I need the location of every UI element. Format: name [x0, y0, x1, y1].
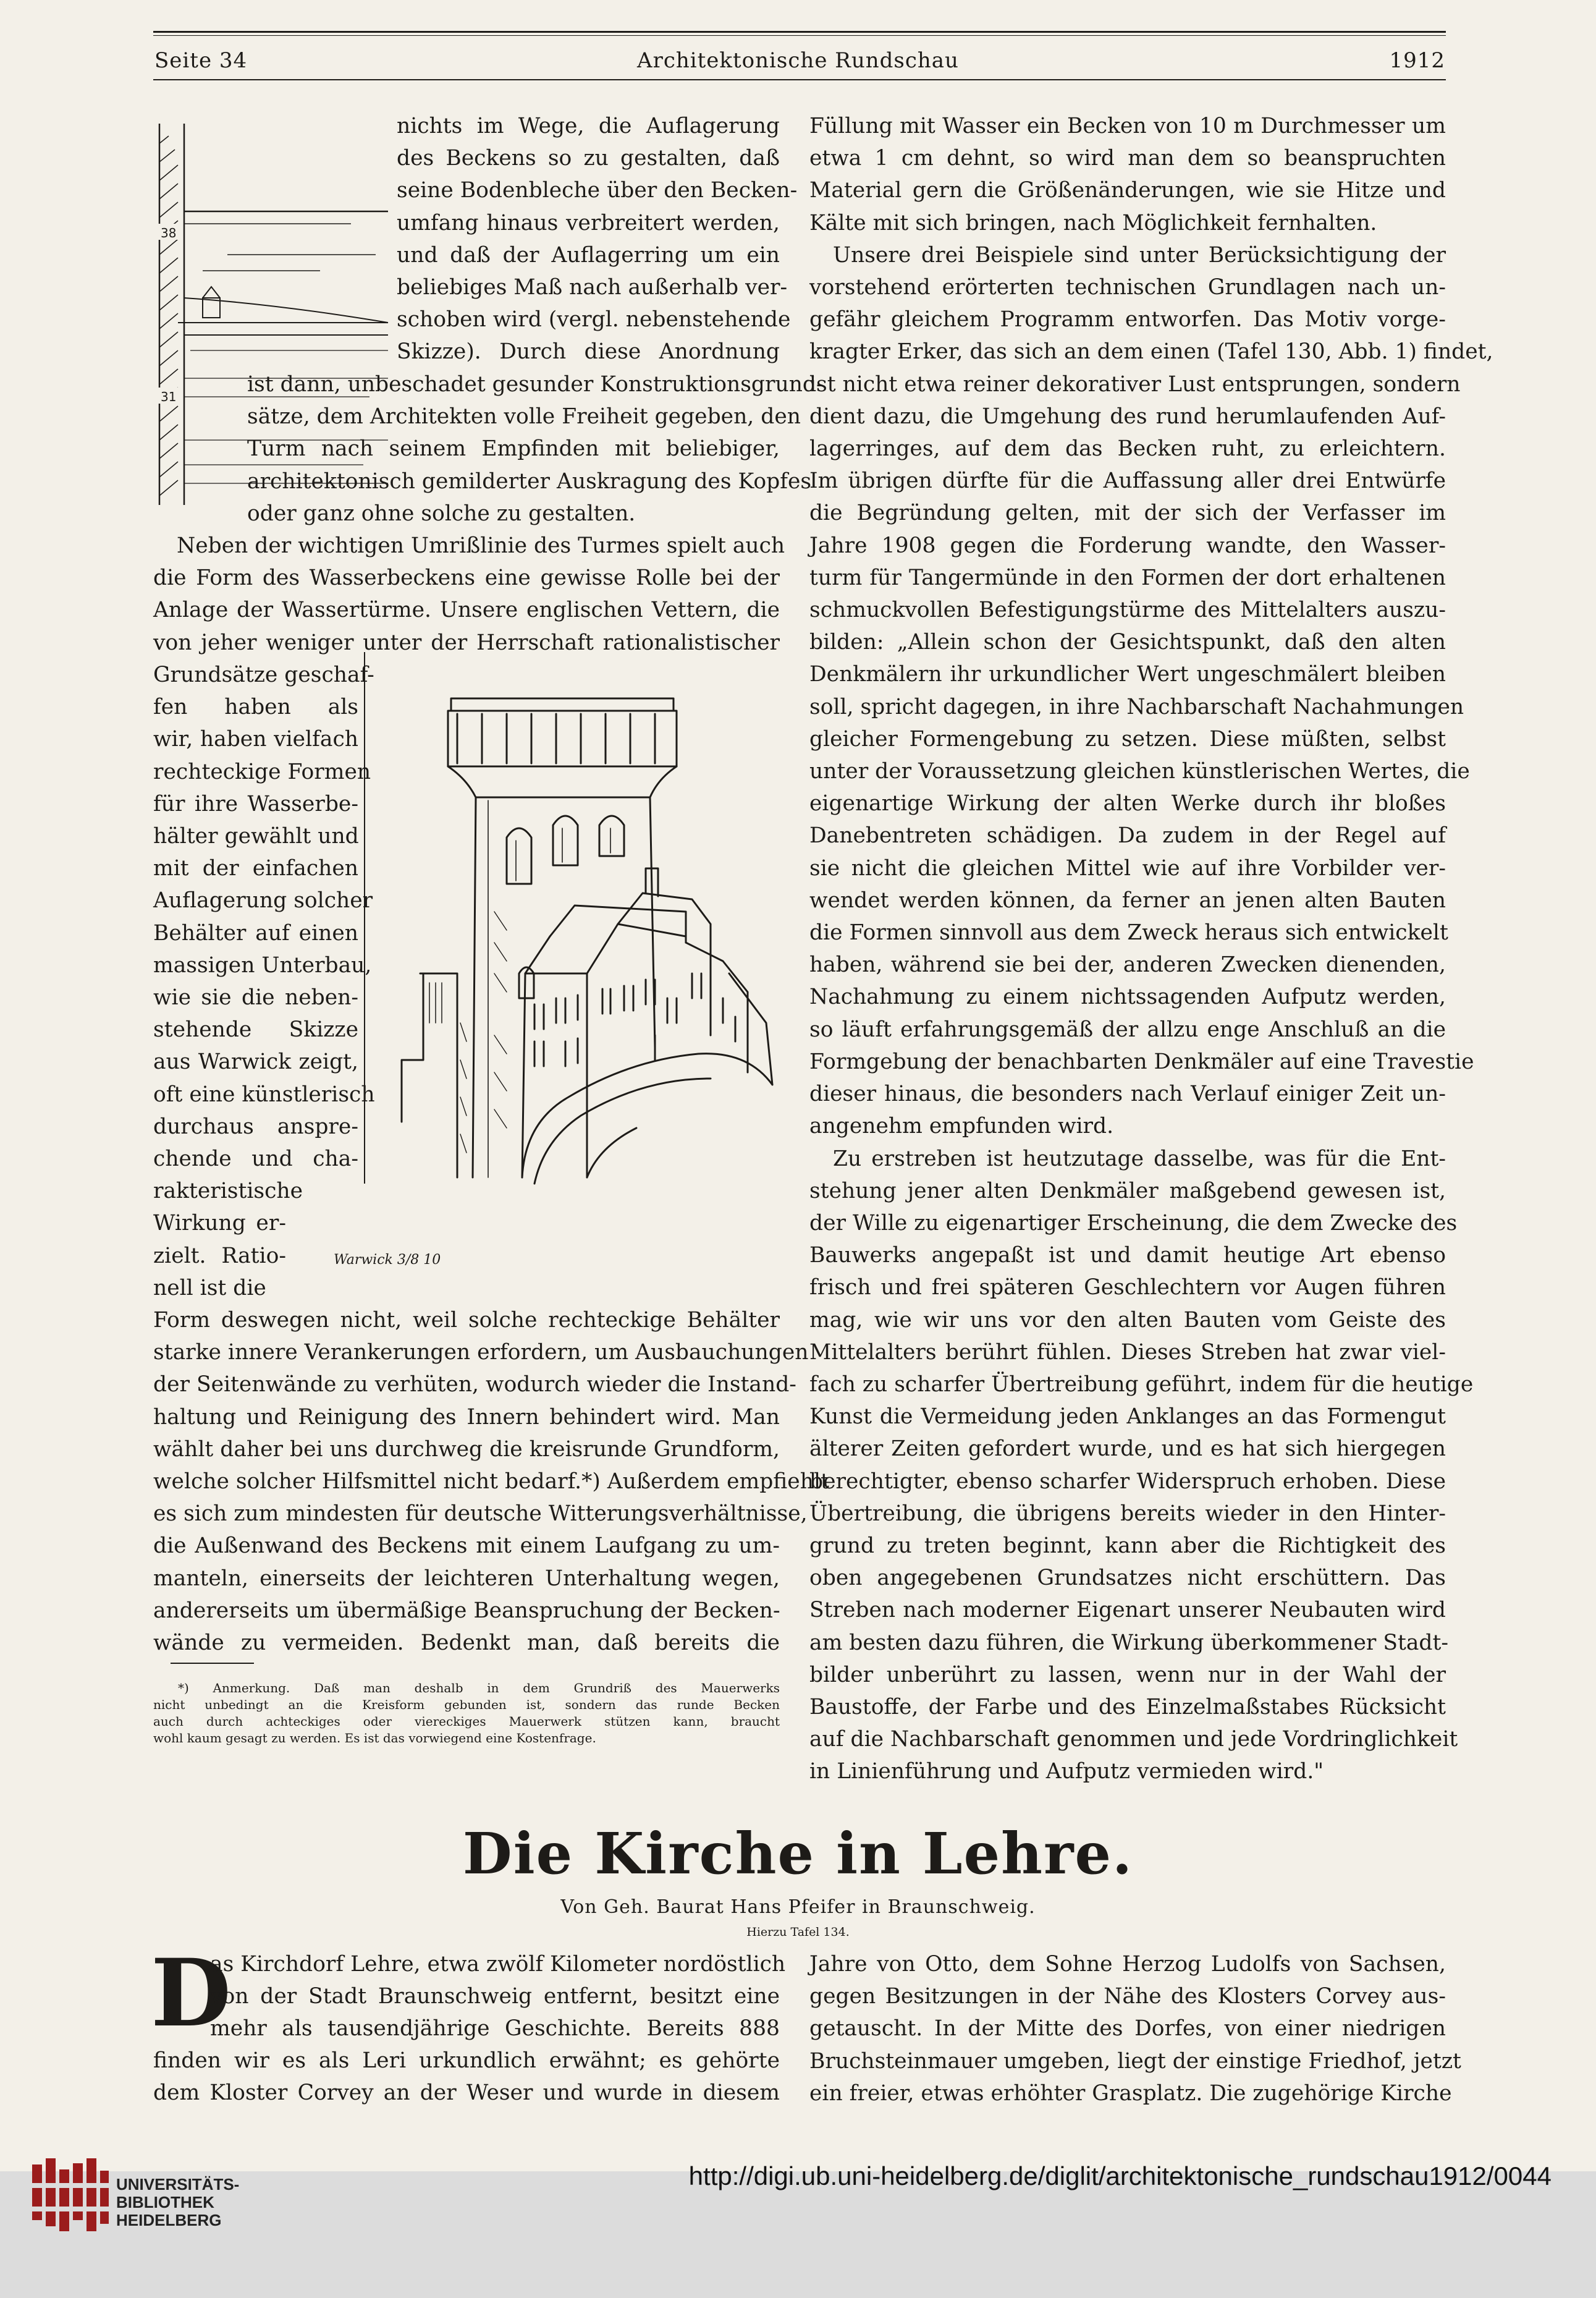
col1-top-block [397, 110, 798, 368]
text-line: berechtigter, ebenso scharfer Widerspruch erhoben. Diese [809, 1469, 1446, 1494]
article-title: Die Kirche in Lehre. [462, 1820, 1134, 1887]
text-line: dieser hinaus, die besonders nach Verlauf einiger Zeit un- [809, 1082, 1446, 1107]
drop-cap: D [151, 1939, 232, 2048]
text-line: der Wille zu eigenartiger Erscheinung, die dem Zwecke des [809, 1210, 1458, 1236]
footnote-line: wohl kaum gesagt zu werden. Es ist das vorwiegend eine Kostenfrage. [153, 1731, 596, 1745]
text-line: Kälte mit sich bringen, nach Möglichkeit fernhalten. [809, 210, 1377, 235]
text-line: seine Bodenbleche über den Becken- [397, 178, 798, 203]
footnote-line: *) Anmerkung. Daß man deshalb in dem Grundriß des Mauerwerks [178, 1681, 780, 1695]
text-line: Mittelalters berührt fühlen. Dieses Streben hat zwar viel- [809, 1339, 1446, 1365]
text-line: as Kirchdorf Lehre, etwa zwölf Kilometer nordöstlich [210, 1952, 786, 1977]
text-line: Nachahmung zu einem nichtssagenden Aufputz werden, [809, 985, 1446, 1010]
footnote-line: auch durch achteckiges oder viereckiges Mauerwerk stützen kann, braucht [153, 1714, 780, 1729]
text-line: stehung jener alten Denkmäler maßgebend gewesen ist, [809, 1178, 1446, 1203]
text-line: Danebentreten schädigen. Da zudem in der Regel auf [809, 823, 1446, 849]
text-line: mag, wie wir uns vor den alten Bauten vom Geiste des [809, 1307, 1446, 1333]
text-line: starke innere Verankerungen erfordern, um Ausbauchungen [153, 1340, 809, 1365]
text-line: welche solcher Hilfsmittel nicht bedarf.*) Außerdem empfiehlt [153, 1469, 829, 1495]
text-line: getauscht. In der Mitte des Dorfes, von einer niedrigen [809, 2016, 1446, 2041]
text-line: die Formen sinnvoll aus dem Zweck heraus sich entwickelt [809, 920, 1448, 946]
text-line: Übertreibung, die übrigens bereits wieder in den Hinter- [809, 1501, 1446, 1526]
library-logo-icon [31, 2158, 111, 2239]
text-line: sie nicht die gleichen Mittel wie auf ihre Vorbilder ver- [809, 855, 1446, 881]
text-line: Jahre von Otto, dem Sohne Herzog Ludolfs von Sachsen, [809, 1952, 1446, 1977]
text-line: Skizze). Durch diese Anordnung [397, 339, 780, 365]
text-line: wie sie die neben- [153, 985, 358, 1011]
header-rule-top [153, 31, 1446, 33]
text-line: unter der Voraussetzung gleichen künstlerischen Wertes, die [809, 759, 1470, 784]
text-line: etwa 1 cm dehnt, so wird man dem so beanspruchten [809, 146, 1446, 171]
text-line: schmuckvollen Befestigungstürme des Mittelalters auszu- [809, 598, 1446, 623]
text-line: finden wir es als Leri urkundlich erwähnt; es gehörte [153, 2048, 780, 2073]
text-line: wendet werden können, da ferner an jenen alten Bauten [809, 888, 1446, 913]
sketch-label-38: 38 [161, 226, 177, 240]
footnote-line: nicht unbedingt an die Kreisform gebunden ist, sondern das runde Becken [153, 1697, 780, 1712]
article-left-lines [153, 2045, 780, 2109]
text-line: Bauwerks angepaßt ist und damit heutige Art ebenso [809, 1243, 1446, 1268]
text-line: Formgebung der benachbarten Denkmäler auf eine Travestie [809, 1049, 1474, 1074]
text-line: für ihre Wasserbe- [153, 791, 358, 816]
text-line: aus Warwick zeigt, [153, 1049, 358, 1075]
text-line: dient dazu, die Umgehung des rund herumlaufenden Auf- [809, 404, 1446, 429]
text-line: lagerringes, auf dem das Becken ruht, zu erleichtern. [809, 436, 1446, 462]
library-name-line-1: UNIVERSITÄTS- [116, 2175, 240, 2194]
text-line: fen haben als [153, 695, 358, 720]
text-line: andererseits um übermäßige Beanspruchung der Becken- [153, 1598, 780, 1623]
footnote-rule [171, 1663, 254, 1664]
text-line: frisch und frei späteren Geschlechtern vor Augen führen [809, 1275, 1446, 1300]
text-line: durchaus anspre- [153, 1114, 358, 1139]
text-line: haben, während sie bei der, anderen Zwecken dienenden, [809, 952, 1446, 978]
text-line: fach zu scharfer Übertreibung geführt, indem für die heutige [809, 1372, 1474, 1397]
text-line: Kunst die Vermeidung jeden Anklanges an das Formengut [809, 1404, 1446, 1430]
text-line: turm für Tangermünde in den Formen der dort erhaltenen [809, 565, 1446, 590]
header-rule-top-thin [153, 35, 1446, 36]
text-line: zielt. Ratio- [153, 1243, 286, 1268]
text-line: ist nicht etwa reiner dekorativer Lust entsprungen, sondern [809, 371, 1461, 397]
text-line: Auflagerung solcher [153, 888, 373, 914]
text-line: und daß der Auflagerring um ein [397, 242, 780, 268]
text-line: oder ganz ohne solche zu gestalten. [247, 501, 636, 526]
article-plate-note: Hierzu Tafel 134. [746, 1925, 850, 1939]
col2 [809, 110, 1493, 1788]
text-line: massigen Unterbau, [153, 952, 372, 978]
text-line: so läuft erfahrungsgemäß der allzu enge Anschluß an die [809, 1017, 1446, 1042]
text-line: wählt daher bei uns durchweg die kreisrunde Grundform, [153, 1436, 780, 1462]
text-line: beliebiges Maß nach außerhalb ver- [397, 275, 788, 300]
text-line: Anlage der Wassertürme. Unsere englischen Vettern, die [153, 598, 780, 623]
text-line: des Beckens so zu gestalten, daß [397, 146, 780, 171]
text-line: architektonisch gemilderter Auskragung des Kopfes [247, 469, 812, 494]
text-line: Baustoffe, der Farbe und des Einzelmaßstabes Rücksicht [809, 1694, 1446, 1719]
col1-narrow-block [153, 659, 375, 1304]
col1-mid-block [247, 368, 824, 530]
text-line: bilden: „Allein schon der Gesichtspunkt, daß den alten [809, 630, 1446, 655]
text-line: soll, spricht dagegen, in ihre Nachbarschaft Nachahmungen [809, 694, 1464, 719]
text-line: Behälter auf einen [153, 920, 358, 946]
text-line: Neben der wichtigen Umrißlinie des Turmes spielt auch [177, 533, 785, 558]
text-line: mehr als tausendjährige Geschichte. Bereits 888 [210, 2016, 780, 2041]
text-line: der Seitenwände zu verhüten, wodurch wieder die Instand- [153, 1372, 796, 1397]
text-line: ein freier, etwas erhöhter Grasplatz. Die zugehörige Kirche [809, 2080, 1452, 2106]
header-rule-bottom [153, 79, 1446, 80]
running-head-page: Seite 34 [154, 48, 248, 73]
text-line: nell ist die [153, 1275, 266, 1300]
text-line: mit der einfachen [153, 856, 358, 881]
text-line: Bruchsteinmauer umgeben, liegt der einstige Friedhof, jetzt [809, 2048, 1461, 2074]
article-right-lines [809, 1948, 1461, 2109]
text-line: Form deswegen nicht, weil solche rechteckige Behälter [153, 1308, 780, 1333]
library-name-line-2: BIBLIOTHEK [116, 2193, 214, 2211]
text-line: Turm nach seinem Empfinden mit beliebiger, [247, 436, 780, 462]
text-line: rechteckige Formen [153, 759, 371, 784]
text-line: am besten dazu führen, die Wirkung überkommener Stadt- [809, 1630, 1448, 1655]
text-line: angenehm empfunden wird. [809, 1114, 1114, 1139]
text-line: oft eine künstlerisch [153, 1082, 375, 1107]
running-head-title: Architektonische Rundschau [637, 48, 959, 73]
text-line: es sich zum mindesten für deutsche Witterungsverhältnisse, [153, 1501, 808, 1527]
text-line: gleicher Formengebung zu setzen. Diese müßten, selbst [809, 726, 1446, 752]
text-line: Denkmälern ihr urkundlicher Wert ungeschmälert bleiben [809, 662, 1446, 687]
text-line: die Außenwand des Beckens mit einem Laufgang zu um- [153, 1533, 780, 1559]
library-logo [31, 2158, 111, 2239]
text-line: von der Stadt Braunschweig entfernt, besitzt eine [210, 1984, 780, 2009]
text-line: bilder unberührt zu lassen, wenn nur in der Wahl der [809, 1662, 1446, 1687]
text-line: hälter gewählt und [153, 824, 359, 849]
text-line: Streben nach moderner Eigenart unserer Neubauten wird [809, 1598, 1446, 1623]
text-line: Wirkung er- [153, 1211, 286, 1236]
col1-bottom-block [153, 1304, 829, 1659]
article-byline: Von Geh. Baurat Hans Pfeifer in Braunschweig. [560, 1896, 1036, 1918]
col1-para2 [153, 530, 785, 659]
sketch-label-31: 31 [161, 389, 177, 404]
text-line: haltung und Reinigung des Innern behindert wird. Man [153, 1404, 780, 1430]
article-left-dropcap-lines [210, 1948, 786, 2045]
text-line: Zu erstreben ist heutzutage dasselbe, was für die Ent- [833, 1146, 1446, 1171]
text-line: oben angegebenen Grundsatzes nicht erschüttern. Das [809, 1566, 1446, 1591]
sketch-signature: Warwick 3/8 10 [334, 1252, 441, 1268]
text-line: gefähr gleichem Programm entworfen. Das Motiv vorge- [809, 307, 1446, 333]
text-line: vorstehend erörterten technischen Grundlagen nach un- [809, 275, 1446, 300]
text-line: Füllung mit Wasser ein Becken von 10 m Durchmesser um [809, 114, 1446, 138]
text-line: schoben wird (vergl. nebenstehende [397, 307, 791, 333]
text-line: Grundsätze geschaf- [153, 663, 374, 687]
text-line: wir, haben vielfach [153, 727, 358, 752]
source-url-link[interactable]: http://digi.ub.uni-heidelberg.de/diglit/architektonische_rundschau1912/0044 [688, 2161, 1552, 2190]
text-line: auf die Nachbarschaft genommen und jede Vordringlichkeit [809, 1727, 1458, 1752]
text-line: chende und cha- [153, 1147, 358, 1172]
text-line: ist dann, unbeschadet gesunder Konstruktionsgrund- [247, 372, 824, 397]
library-name [116, 2176, 239, 2229]
text-line: dem Kloster Corvey an der Weser und wurde in diesem [153, 2080, 780, 2106]
text-line: die Begründung gelten, mit der sich der Verfasser im [809, 501, 1446, 526]
text-line: in Linienführung und Aufputz vermieden wird." [809, 1759, 1324, 1784]
text-line: von jeher weniger unter der Herrschaft rationalistischer [153, 630, 780, 655]
text-line: nichts im Wege, die Auflagerung [397, 114, 780, 138]
text-line: wände zu vermeiden. Bedenkt man, daß bereits die [153, 1630, 780, 1656]
footnote [153, 1680, 780, 1747]
text-line: grund zu treten beginnt, kann aber die Richtigkeit des [809, 1533, 1446, 1558]
running-head-year: 1912 [1389, 48, 1445, 73]
text-line: Jahre 1908 gegen die Forderung wandte, den Wasser- [809, 533, 1446, 558]
text-line: manteln, einerseits der leichteren Unterhaltung wegen, [153, 1566, 780, 1591]
text-line: sätze, dem Architekten volle Freiheit gegeben, den [247, 404, 801, 430]
text-line: kragter Erker, das sich an dem einen (Tafel 130, Abb. 1) findet, [809, 339, 1493, 365]
text-line: stehende Skizze [153, 1017, 358, 1043]
text-line: die Form des Wasserbeckens eine gewisse Rolle bei der [153, 566, 780, 591]
text-line: Material gern die Größenänderungen, wie sie Hitze und [809, 178, 1446, 203]
text-line: gegen Besitzungen in der Nähe des Klosters Corvey aus- [809, 1984, 1446, 2009]
text-line: rakteristische [153, 1179, 303, 1204]
text-line: Unsere drei Beispiele sind unter Berücksichtigung der [833, 242, 1446, 268]
text-line: älterer Zeiten gefordert wurde, und es hat sich hiergegen [809, 1436, 1446, 1462]
warwick-tower-sketch [334, 652, 785, 1295]
library-name-line-3: HEIDELBERG [116, 2211, 222, 2229]
text-line: eigenartige Wirkung der alten Werke durch ihr bloßes [809, 791, 1446, 816]
text-line: umfang hinaus verbreitert werden, [397, 210, 780, 235]
text-line: Im übrigen dürfte für die Auffassung aller drei Entwürfe [809, 469, 1446, 494]
